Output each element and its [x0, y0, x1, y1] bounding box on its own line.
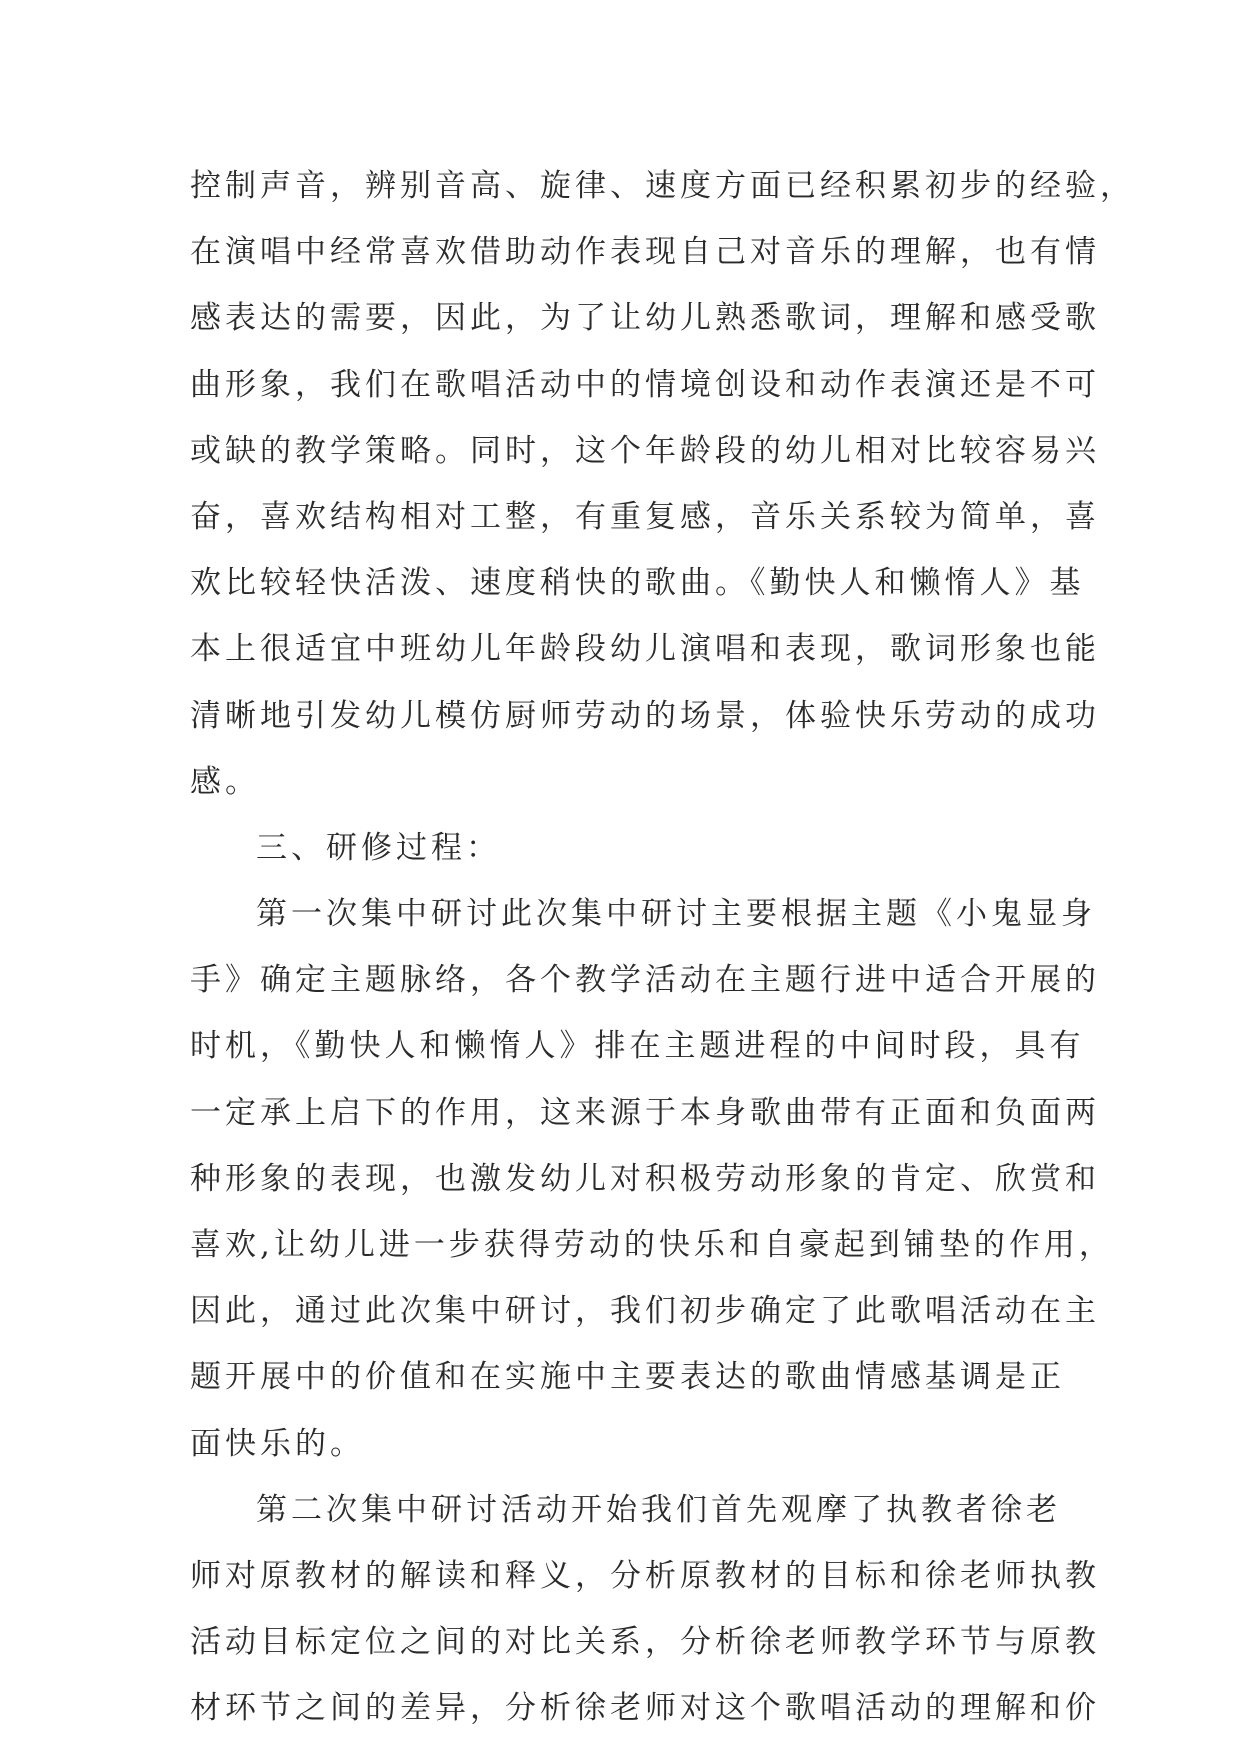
text-line: 本上很适宜中班幼儿年龄段幼儿演唱和表现，歌词形象也能 — [190, 631, 1100, 668]
text-line: 或缺的教学策略。同时，这个年龄段的幼儿相对比较容易兴 — [190, 432, 1100, 469]
text-line: 曲形象，我们在歌唱活动中的情境创设和动作表演还是不可 — [190, 366, 1100, 403]
text-line: 感表达的需要，因此，为了让幼儿熟悉歌词，理解和感受歌 — [190, 300, 1100, 337]
text-line: 第一次集中研讨此次集中研讨主要根据主题《小鬼显身 — [256, 896, 1096, 933]
text-line: 奋，喜欢结构相对工整，有重复感，音乐关系较为简单，喜 — [190, 498, 1100, 535]
text-line: 欢比较轻快活泼、速度稍快的歌曲。《勤快人和懒惰人》基 — [190, 565, 1085, 602]
text-line: 因此，通过此次集中研讨，我们初步确定了此歌唱活动在主 — [190, 1293, 1100, 1330]
text-line: 时机，《勤快人和懒惰人》排在主题进程的中间时段，具有 — [190, 1028, 1085, 1065]
text-line: 师对原教材的解读和释义，分析原教材的目标和徐老师执教 — [190, 1557, 1100, 1594]
text-line: 材环节之间的差异，分析徐老师对这个歌唱活动的理解和价 — [190, 1690, 1100, 1727]
text-line: 喜欢,让幼儿进一步获得劳动的快乐和自豪起到铺垫的作用， — [190, 1227, 1114, 1263]
text-line: 在演唱中经常喜欢借助动作表现自己对音乐的理解，也有情 — [190, 234, 1100, 271]
text-line: 清晰地引发幼儿模仿厨师劳动的场景，体验快乐劳动的成功 — [190, 697, 1100, 734]
text-line: 种形象的表现，也激发幼儿对积极劳动形象的肯定、欣赏和 — [190, 1160, 1100, 1197]
text-line: 手》确定主题脉络，各个教学活动在主题行进中适合开展的 — [190, 962, 1100, 999]
text-line: 第二次集中研讨活动开始我们首先观摩了执教者徐老 — [256, 1491, 1061, 1528]
text-line: 面快乐的。 — [190, 1425, 365, 1462]
text-line: 题开展中的价值和在实施中主要表达的歌曲情感基调是正 — [190, 1359, 1065, 1396]
text-line: 控制声音，辨别音高、旋律、速度方面已经积累初步的经验， — [190, 168, 1135, 204]
text-line: 活动目标定位之间的对比关系，分析徐老师教学环节与原教 — [190, 1624, 1100, 1661]
text-line: 一定承上启下的作用，这来源于本身歌曲带有正面和负面两 — [190, 1094, 1100, 1131]
text-line: 感。 — [190, 763, 260, 800]
body-text — [190, 153, 1135, 1742]
text-line: 三、研修过程： — [256, 829, 501, 866]
